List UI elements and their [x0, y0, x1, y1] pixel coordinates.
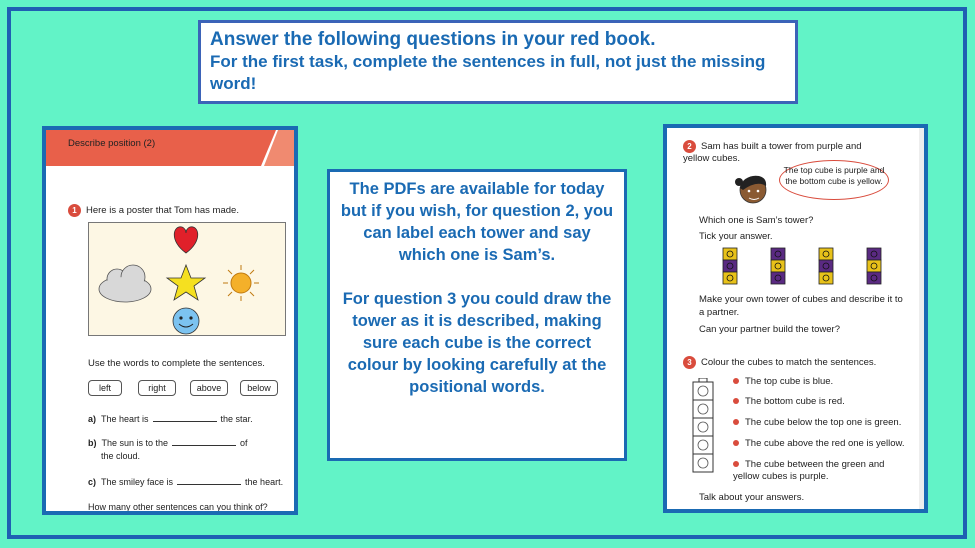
- question-2: 2 Sam has built a tower from purple and yellow cubes.: [683, 141, 862, 165]
- instructions-line-1: Answer the following questions in your red book.: [210, 29, 656, 50]
- tower-cube: [819, 248, 833, 260]
- poster: [88, 222, 286, 336]
- question-number: 1: [68, 204, 81, 217]
- blank-tower-icon: [689, 378, 719, 480]
- bullet-3: The cube below the top one is green.: [733, 417, 901, 428]
- poster-drawings: [89, 223, 287, 337]
- tower-cube: [867, 248, 881, 260]
- cloud-icon: [99, 265, 151, 302]
- middle-note-para-1: The PDFs are available for today but if you wish, for question 2, you can label each tower and say which one is Sam’s.: [340, 180, 614, 264]
- word-right: right: [138, 380, 176, 396]
- worksheet-left: [42, 126, 298, 515]
- instruction-text: Use the words to complete the sentences.: [88, 358, 265, 369]
- tower-cube: [771, 248, 785, 260]
- question-3: 3 Colour the cubes to match the sentences.: [683, 356, 876, 369]
- tower-cube: [723, 260, 737, 272]
- sun-icon: [223, 265, 259, 301]
- question-1-text: Here is a poster that Tom has made.: [86, 205, 239, 217]
- tower-cube: [771, 260, 785, 272]
- smiley-face-icon: [173, 308, 199, 334]
- sentence-b-continued: the cloud.: [101, 451, 141, 461]
- worksheet-footer: How many other sentences can you think of?: [88, 502, 268, 512]
- question-2-tick: Tick your answer.: [699, 231, 773, 242]
- tower-cube: [819, 260, 833, 272]
- instructions-line-2: For the first task, complete the sentences in full, not just the missing word!: [210, 52, 766, 93]
- sentence-c: c) The smiley face is the heart.: [88, 477, 284, 487]
- tower-cube: [723, 272, 737, 284]
- word-below: below: [240, 380, 278, 396]
- page-edge: [919, 128, 924, 509]
- tower-cube: [819, 272, 833, 284]
- bullet-2: The bottom cube is red.: [733, 396, 845, 407]
- tower-2: [771, 248, 785, 284]
- worksheet-right-footer: Talk about your answers.: [699, 492, 805, 503]
- middle-note-para-2: For question 3 you could draw the tower as it is described, making sure each cube is the correct colour by looking carefully at the positional words.: [342, 290, 612, 396]
- heart-icon: [174, 227, 198, 253]
- question-2-partner: Can your partner build the tower?: [699, 324, 840, 335]
- bullet-5: The cube between the green and yellow cubes is purple.: [733, 459, 885, 482]
- bullet-1: The top cube is blue.: [733, 376, 833, 387]
- tower-3: [819, 248, 833, 284]
- tower-4: [867, 248, 881, 284]
- tower-1: [723, 248, 737, 284]
- girl-avatar-icon: [733, 170, 773, 208]
- star-icon: [167, 265, 205, 300]
- speech-bubble: The top cube is purple and the bottom cube is yellow.: [779, 160, 889, 200]
- tower-cube: [867, 272, 881, 284]
- worksheet-right: [663, 124, 928, 513]
- worksheet-title: Describe position (2): [68, 138, 156, 149]
- sentence-a: a) The heart is the star.: [88, 414, 253, 424]
- word-above: above: [190, 380, 228, 396]
- middle-note: [327, 169, 627, 461]
- sentence-b: b) The sun is to the of: [88, 438, 248, 448]
- tower-cube: [867, 260, 881, 272]
- word-left: left: [88, 380, 122, 396]
- question-2-ask: Which one is Sam’s tower?: [699, 215, 814, 226]
- question-1: [68, 204, 239, 217]
- tower-cube: [771, 272, 785, 284]
- instructions-box: [198, 20, 798, 104]
- tower-cube: [723, 248, 737, 260]
- question-2-make: Make your own tower of cubes and describe it to a partner.: [699, 294, 903, 318]
- bullet-4: The cube above the red one is yellow.: [733, 438, 905, 449]
- towers: [717, 246, 897, 288]
